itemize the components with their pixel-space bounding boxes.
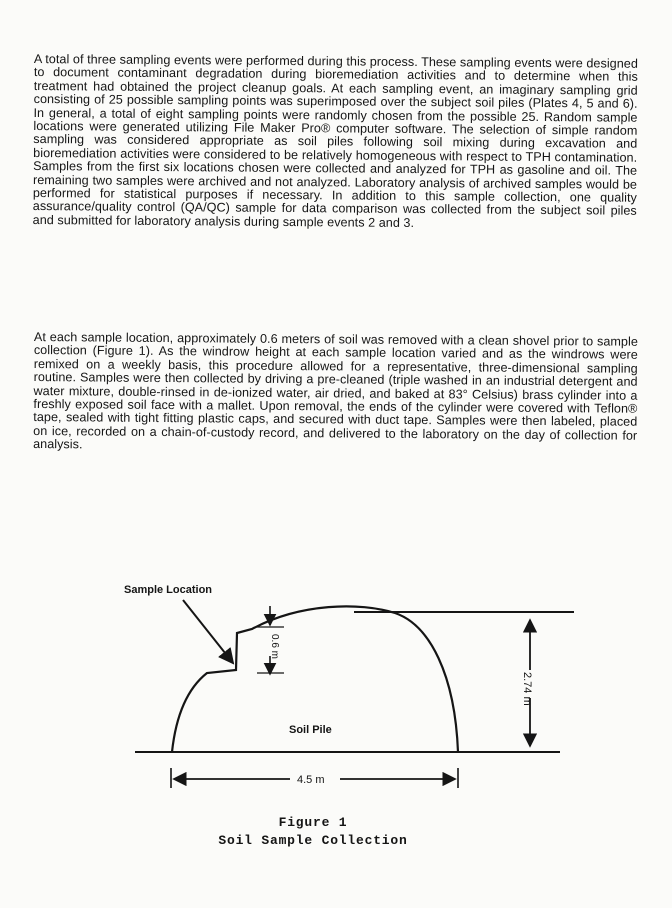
sample-location-arrow xyxy=(183,600,233,663)
sample-location-label: Sample Location xyxy=(124,584,213,596)
depth-label: 0.6 m xyxy=(269,634,280,660)
width-label: 4.5 m xyxy=(297,774,325,786)
figure-title: Soil Sample Collection xyxy=(218,833,408,848)
paragraph-sampling-events: A total of three sampling events were performed during this process. These sampling events were designed to document contaminant degradation during bioremediation activities and to determine when this treatment had obtained the project cleanup goals. At each sampling event, an imaginary sampling grid consisting of 25 possible sampling points was superimposed over the subject soil piles (Plates 4, 5 and 6). In general, a total of eight sampling points were randomly chosen from the possible 25. Random sample locations were generated utilizing File Maker Pro® computer software. The selection of simple random sampling was considered appropriate as soil piles following soil mixing during excavation and bioremediation activities were considered to be relatively homogeneous with respect to TPH contamination. Samples from the first six locations chosen were collected and analyzed for TPH as gasoline and oil. The remaining two samples were archived and not analyzed. Laboratory analysis of archived samples would be performed for statistical purposes if necessary. In addition to this sample collection, one quality assurance/quality control (QA/QC) sample for data comparison was collected from the subject soil piles and submitted for laboratory analysis during sample events 2 and 3. xyxy=(32,52,638,230)
figure-number: Figure 1 xyxy=(278,815,348,830)
soil-pile-diagram xyxy=(0,570,672,815)
soil-pile-label: Soil Pile xyxy=(289,724,332,736)
paragraph-sample-collection: At each sample location, approximately 0.6 meters of soil was removed with a clean shovel prior to sample collection (Figure 1). As the windrow height at each sample location varied and as the windrows were remixed on a weekly basis, this procedure allowed for a representative, three-dimensional sampling routine. Samples were then collected by driving a pre-cleaned (triple washed in an industrial detergent and water mixture, double-rinsed in de-ionized water, air dried, and baked at 83° Celsius) brass cylinder into a freshly exposed soil face with a mallet. Upon removal, the ends of the cylinder were covered with Teflon® tape, sealed with tight fitting plastic caps, and secured with duct tape. Samples were then labeled, placed on ice, recorded on a chain-of-custody record, and delivered to the laboratory on the day of collection for analysis. xyxy=(33,330,638,452)
height-label: 2.74 m xyxy=(521,672,533,706)
